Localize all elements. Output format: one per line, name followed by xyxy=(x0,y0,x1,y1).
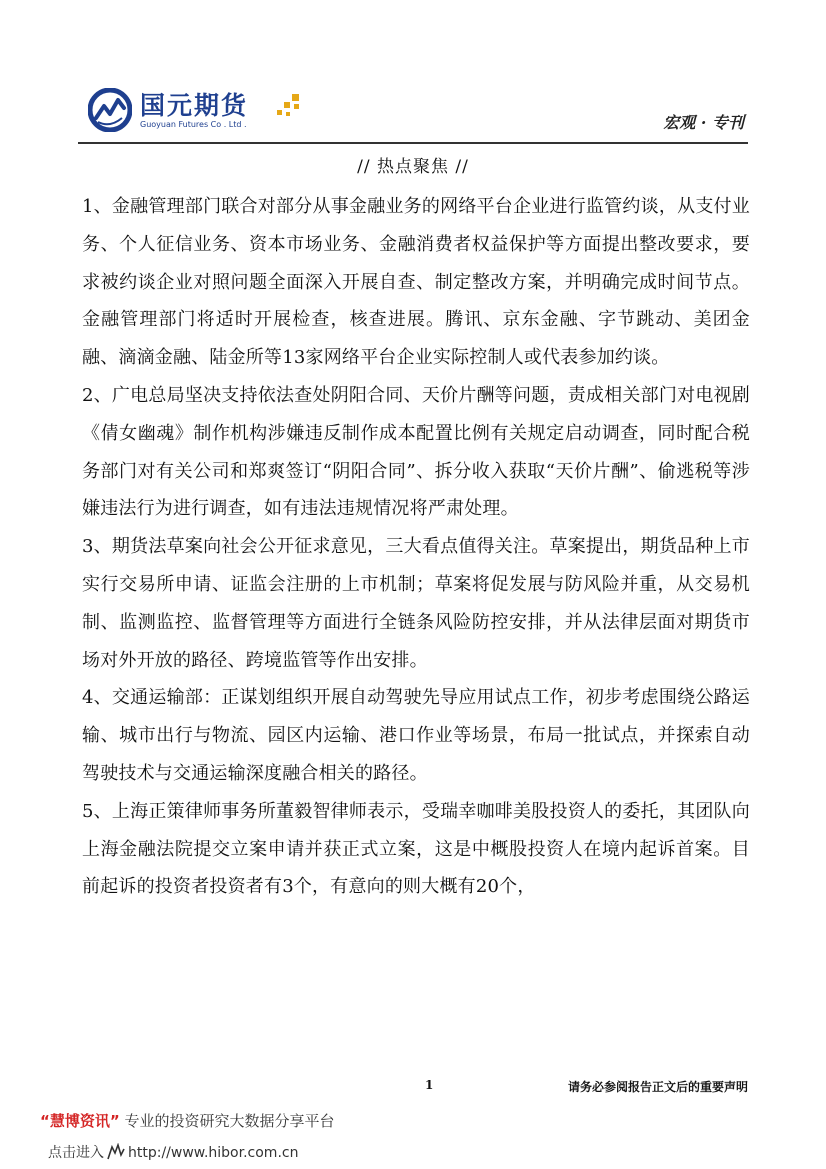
report-header xyxy=(0,0,826,150)
news-item-3: 3、期货法草案向社会公开征求意见，三大看点值得关注。草案提出，期货品种上市实行交易所申请、证监会注册的上市机制；草案将促发展与防风险并重，从交易机制、监测监控、监督管理等方面进行全链条风险防控安排，并从法律层面对期货市场对外开放的路径、跨境监管等作出安排。 xyxy=(82,536,750,671)
watermark-url[interactable]: http://www.hibor.com.cn xyxy=(128,1145,299,1161)
watermark-quote-open: “ xyxy=(40,1112,50,1130)
watermark-slogan xyxy=(40,1110,335,1131)
hand-pointer-icon xyxy=(106,1143,126,1161)
logo-chinese-name: 国元期货 xyxy=(140,91,249,120)
watermark-slogan-text: 专业的投资研究大数据分享平台 xyxy=(124,1112,335,1130)
news-list xyxy=(82,188,750,906)
news-item-5: 5、上海正策律师事务所董毅智律师表示，受瑞幸咖啡美股投资人的委托，其团队向上海金融法院提交立案申请并获正式立案，这是中概股投资人在境内起诉首案。目前起诉的投资者投资者有3个，有意向的则大概有20个， xyxy=(82,800,750,898)
watermark-brand: 慧博资讯 xyxy=(49,1112,110,1130)
watermark-quote-close: ” xyxy=(109,1112,120,1130)
report-type-tag: 宏观 · 专刊 xyxy=(663,113,744,132)
news-item-2: 2、广电总局坚决支持依法查处阴阳合同、天价片酬等问题，责成相关部门对电视剧《倩女幽魂》制作机构涉嫌违反制作成本配置比例有关规定启动调查，同时配合税务部门对有关公司和郑爽签订“阴阳合同”、拆分收入获取“天价片酬”、偷逃税等涉嫌违法行为进行调查，如有违法违规情况将严肃处理。 xyxy=(82,384,750,520)
section-title: // 热点聚焦 // xyxy=(357,157,469,177)
watermark-click-text: 点击进入 xyxy=(48,1145,104,1161)
watermark-link[interactable] xyxy=(48,1142,298,1162)
header-divider xyxy=(78,142,748,144)
logo-emblem-icon xyxy=(88,88,132,132)
logo-english-name: Guoyuan Futures Co . Ltd . xyxy=(140,120,247,129)
news-item-4: 4、交通运输部：正谋划组织开展自动驾驶先导应用试点工作，初步考虑围绕公路运输、城市出行与物流、园区内运输、港口作业等场景，布局一批试点，并探索自动驾驶技术与交通运输深度融合相关的路径。 xyxy=(82,687,750,784)
logo-dots-icon xyxy=(274,92,304,122)
disclaimer-note: 请务必参阅报告正文后的重要声明 xyxy=(567,1080,748,1094)
news-item-1: 1、金融管理部门联合对部分从事金融业务的网络平台企业进行监管约谈，从支付业务、个人征信业务、资本市场业务、金融消费者权益保护等方面提出整改要求，要求被约谈企业对照问题全面深入开展自查、制定整改方案，并明确完成时间节点。金融管理部门将适时开展检查，核查进展。腾讯、京东金融、字节跳动、美团金融、滴滴金融、陆金所等13家网络平台企业实际控制人或代表参加约谈。 xyxy=(82,196,750,369)
company-logo xyxy=(88,82,318,142)
page-number: 1 xyxy=(425,1078,434,1092)
